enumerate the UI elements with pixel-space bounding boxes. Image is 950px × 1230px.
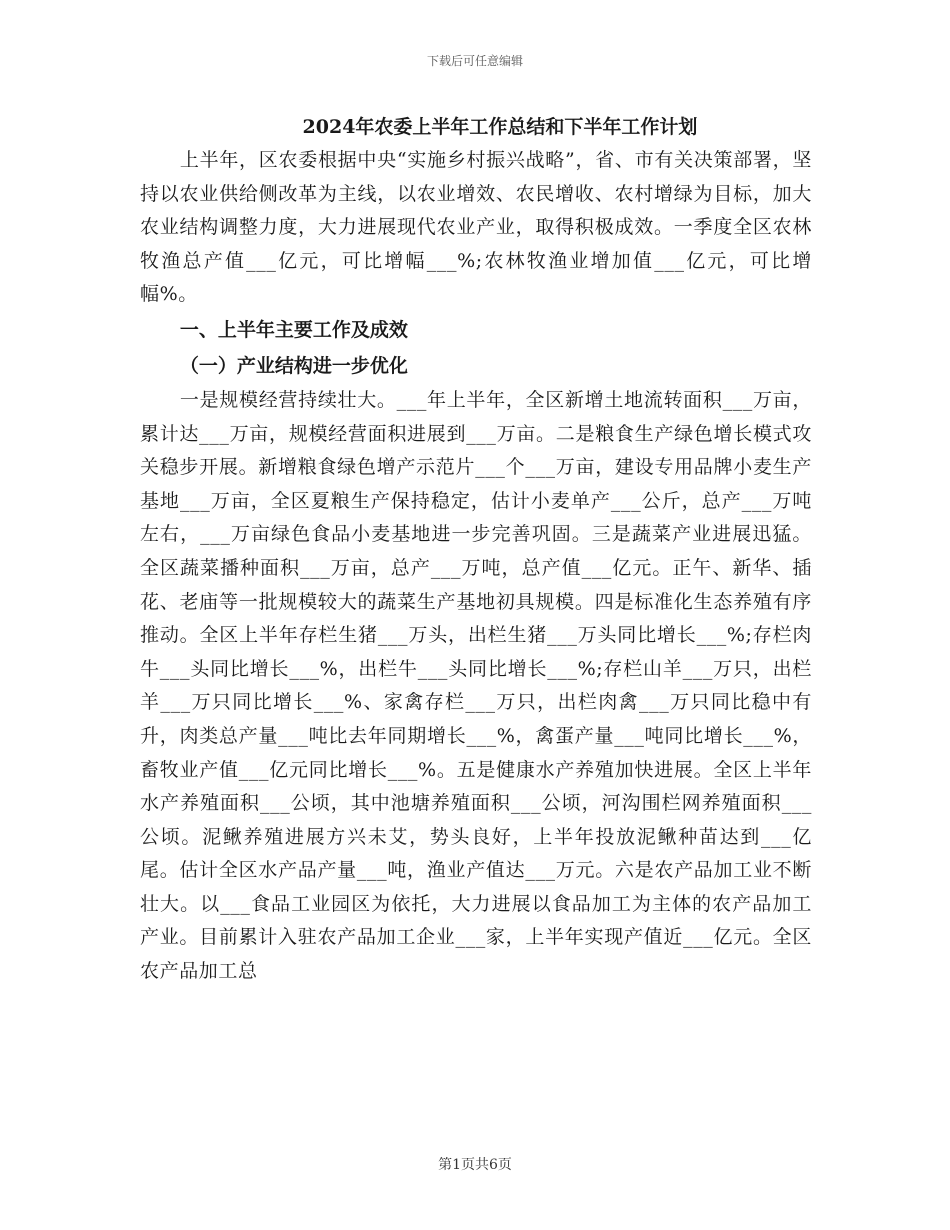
subsection-heading: （一）产业结构进一步优化 [179, 354, 408, 377]
page-number: 第1页共6页 [438, 1157, 512, 1173]
document-title: 2024年农委上半年工作总结和下半年工作计划 [302, 116, 698, 138]
document-body [140, 112, 812, 989]
section-heading: 一、上半年主要工作及成效 [179, 318, 408, 341]
page-header-note: 下载后可任意编辑 [426, 54, 523, 68]
body-paragraph: 一是规模经营持续壮大。___年上半年，全区新增土地流转面积___万亩，累计达___万亩，规模经营面积进展到___万亩。二是粮食生产绿色增长模式攻关稳步开展。新增粮食绿色增产示范片___个___万亩，建设专用品牌小麦生产基地___万亩，全区夏粮生产保持稳定，估计小麦单产___公斤，总产___万吨左右，___万亩绿色食品小麦基地进一步完善巩固。三是蔬菜产业进展迅猛。全区蔬菜播种面积___万亩，总产___万吨，总产值___亿元。正午、新华、插花、老庙等一批规模较大的蔬菜生产基地初具规模。四是标准化生态养殖有序推动。全区上半年存栏生猪___万头，出栏生猪___万头同比增长___%;存栏肉牛___头同比增长___%，出栏牛___头同比增长___%;存栏山羊___万只，出栏羊___万只同比增长___%、家禽存栏___万只，出栏肉禽___万只同比稳中有升，肉类总产量___吨比去年同期增长___%，禽蛋产量___吨同比增长___%，畜牧业产值___亿元同比增长___%。五是健康水产养殖加快进展。全区上半年水产养殖面积___公顷，其中池塘养殖面积___公顷，河沟围栏网养殖面积___公顷。泥鳅养殖进展方兴未艾，势头良好，上半年投放泥鳅种苗达到___亿尾。估计全区水产品产量___吨，渔业产值达___万元。六是农产品加工业不断壮大。以___食品工业园区为依托，大力进展以食品加工为主体的农产品加工产业。目前累计入驻农产品加工企业___家，上半年实现产值近___亿元。全区农产品加工总 [140, 388, 812, 983]
intro-paragraph: 上半年，区农委根据中央“实施乡村振兴战略”，省、市有关决策部署，坚持以农业供给侧改革为主线，以农业增效、农民增收、农村增绿为目标，加大农业结构调整力度，大力进展现代农业产业，取得积极成效。一季度全区农林牧渔总产值___亿元，可比增幅___%;农林牧渔业增加值___亿元，可比增幅%。 [140, 149, 812, 306]
